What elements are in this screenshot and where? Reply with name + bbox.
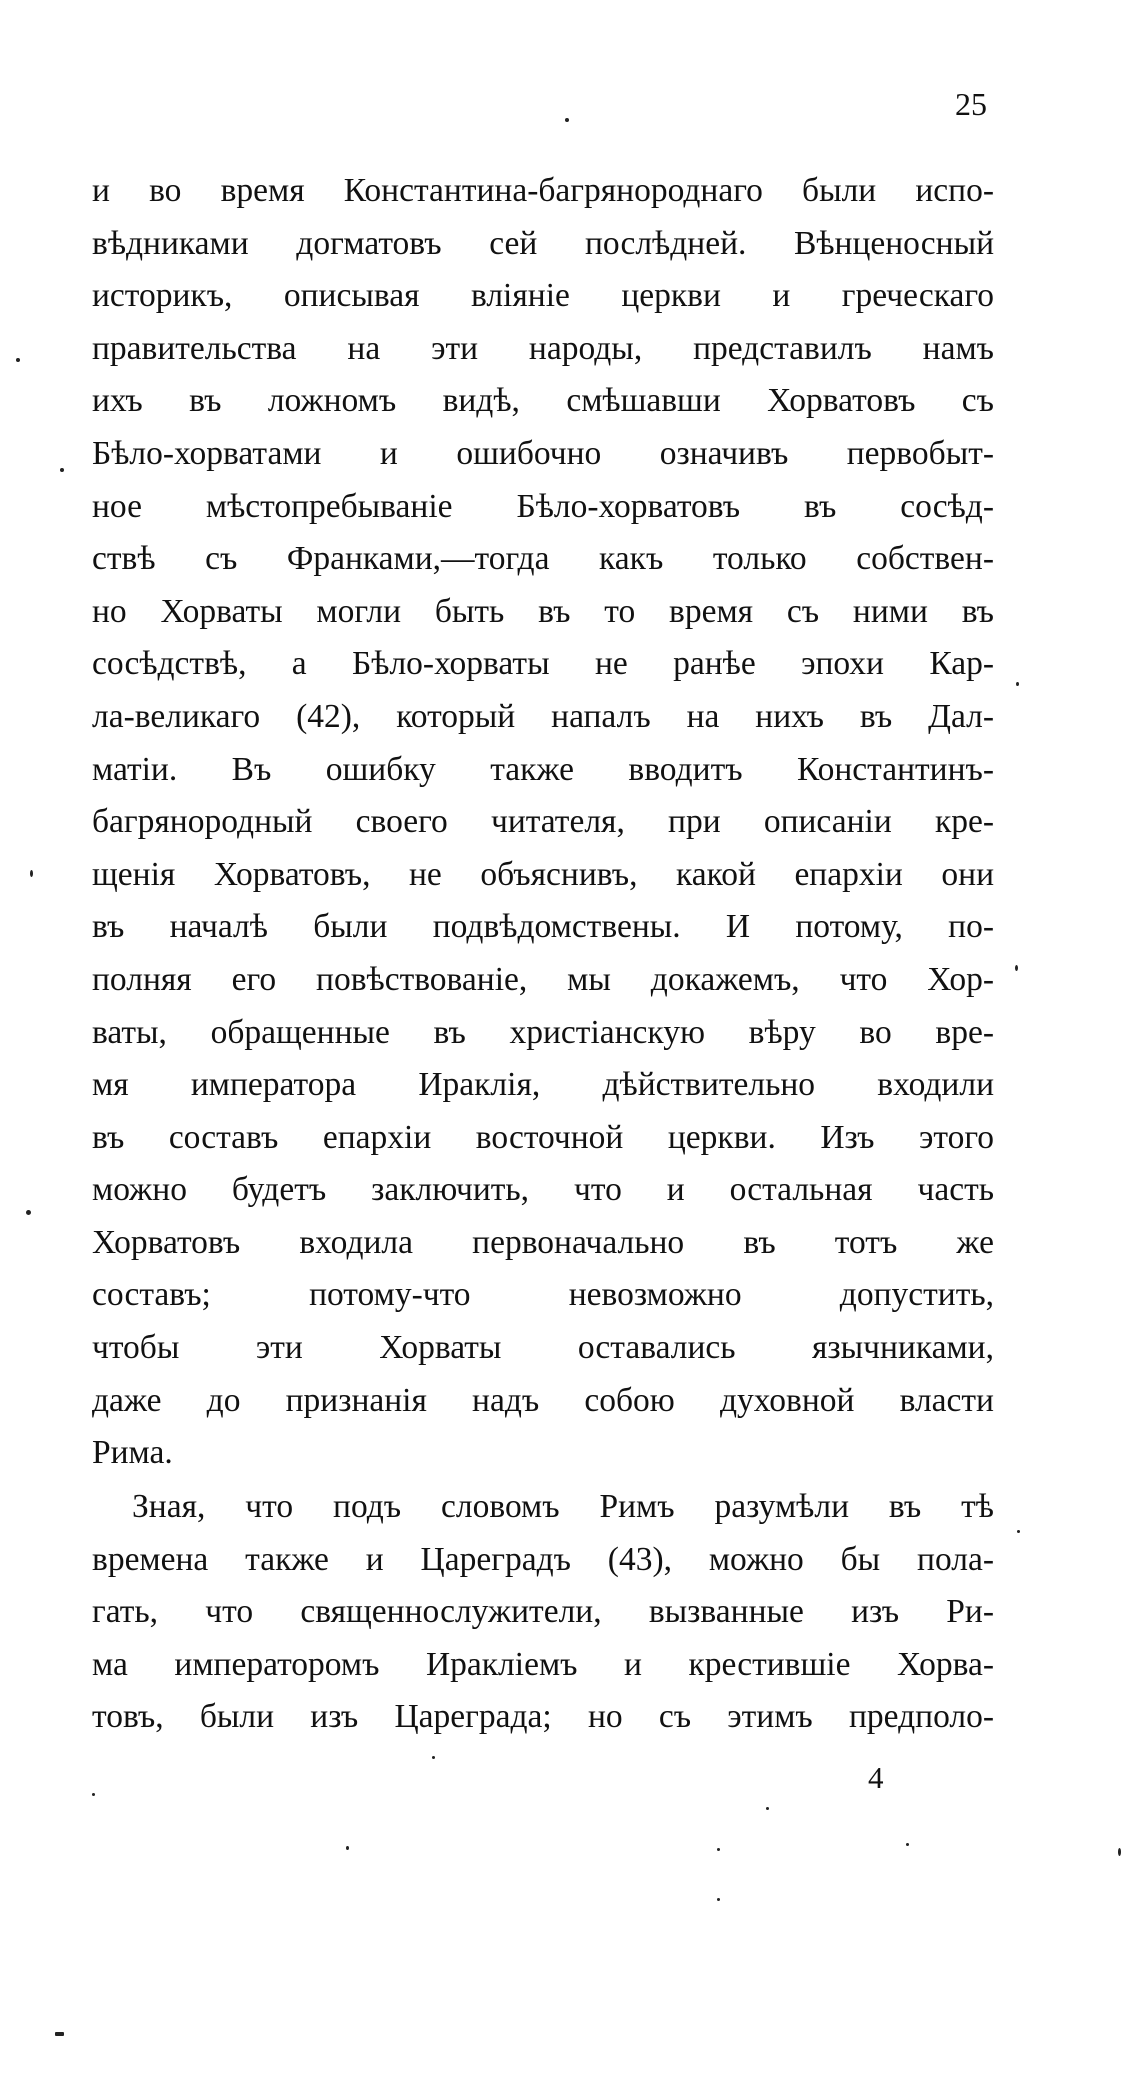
- text-line: Хорватовъ входила первоначально въ тотъ же: [92, 1223, 994, 1261]
- text-line: вѣдниками догматовъ сей послѣдней. Вѣнценосный: [92, 224, 994, 262]
- scan-speck: [1015, 965, 1018, 971]
- text-line: времена также и Цареградъ (43), можно бы пола-: [92, 1540, 994, 1578]
- scan-speck: [1016, 682, 1019, 686]
- text-line: но Хорваты могли быть въ то время съ ними въ: [92, 592, 994, 630]
- text-line: щенія Хорватовъ, не объяснивъ, какой епархіи они: [92, 855, 994, 893]
- scan-speck: [717, 1898, 720, 1901]
- text-line: правительства на эти народы, представилъ намъ: [92, 329, 994, 367]
- text-line: историкъ, описывая вліяніе церкви и греческаго: [92, 277, 994, 315]
- scan-speck: [92, 1793, 95, 1796]
- text-line: матіи. Въ ошибку также вводитъ Константинъ-: [92, 750, 994, 788]
- scan-speck: [26, 1210, 31, 1215]
- text-line: багрянородный своего читателя, при описаніи кре-: [92, 803, 994, 841]
- text-line: ла-великаго (42), который напалъ на нихъ въ Дал-: [92, 697, 994, 735]
- text-line: ма императоромъ Ираклiемъ и крестившіе Хорва-: [92, 1645, 994, 1683]
- text-line: Зная, что подъ словомъ Римъ разумѣли въ тѣ: [132, 1488, 994, 1525]
- scan-speck: [16, 358, 20, 362]
- text-line: ваты, обращенные въ христіанскую вѣру во вре-: [92, 1013, 994, 1051]
- text-line: чтобы эти Хорваты оставались язычниками,: [92, 1329, 994, 1367]
- text-line: Бѣло-хорватами и ошибочно означивъ первобыт-: [92, 434, 994, 472]
- text-line: въ составъ епархіи восточной церкви. Изъ этого: [92, 1118, 994, 1156]
- scan-speck: [1118, 1848, 1121, 1856]
- text-line: сосѣдствѣ, а Бѣло-хорваты не ранѣе эпохи Кар-: [92, 645, 994, 683]
- scan-speck: [717, 1848, 720, 1851]
- scan-speck: [60, 468, 64, 472]
- text-line: гать, что священнослужители, вызванные изъ Ри-: [92, 1593, 994, 1631]
- text-line: полняя его повѣствованіе, мы докажемъ, что Хор-: [92, 960, 994, 998]
- text-line: Рима.: [92, 1434, 173, 1472]
- scan-speck: [906, 1843, 909, 1846]
- text-line: мя императора Ираклія, дѣйствительно входили: [92, 1066, 994, 1104]
- text-line: въ началѣ были подвѣдомствены. И потому, по-: [92, 908, 994, 946]
- paragraph-1: [92, 165, 994, 1480]
- scan-speck: [30, 870, 33, 877]
- scan-speck: [1017, 1530, 1020, 1533]
- paragraph-2: [92, 1481, 994, 1744]
- text-line: ное мѣстопребываніе Бѣло-хорватовъ въ сосѣд-: [92, 487, 994, 525]
- page-number: 25: [955, 86, 987, 122]
- text-line: можно будетъ заключить, что и остальная часть: [92, 1171, 994, 1209]
- text-line: даже до признанія надъ собою духовной власти: [92, 1381, 994, 1419]
- scan-speck: [432, 1756, 435, 1759]
- text-line: ствѣ съ Франками,—тогда какъ только собствен-: [92, 540, 994, 578]
- scan-speck: [565, 118, 569, 122]
- scan-speck: [55, 2032, 64, 2036]
- scan-speck: [766, 1807, 769, 1810]
- text-line: ихъ въ ложномъ видѣ, смѣшавши Хорватовъ съ: [92, 382, 994, 420]
- text-line: и во время Константина-багрянороднаго были испо-: [92, 172, 994, 209]
- text-line: товъ, были изъ Цареграда; но съ этимъ предполо-: [92, 1698, 994, 1736]
- scan-speck: [346, 1846, 349, 1850]
- signature-mark: 4: [868, 1760, 884, 1795]
- text-line: составъ; потому-что невозможно допустить,: [92, 1276, 994, 1314]
